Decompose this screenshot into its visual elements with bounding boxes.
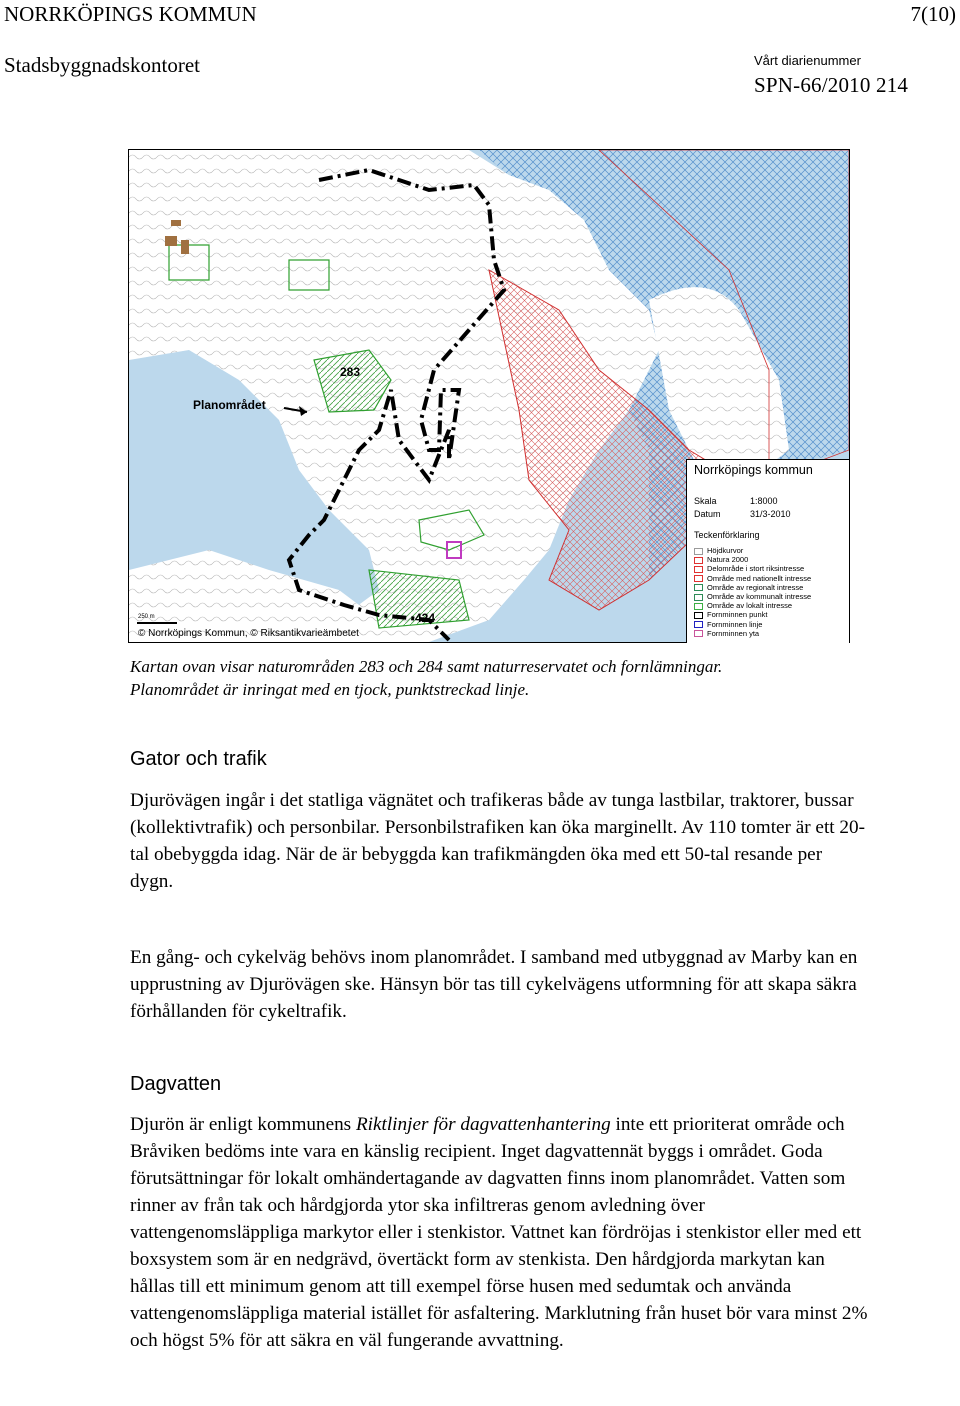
header-department: Stadsbyggnadskontoret	[4, 53, 200, 77]
caption-line-2: Planområdet är inringat med en tjock, punktstreckad linje.	[130, 680, 530, 699]
legend-item-label: Område med nationellt intresse	[707, 573, 812, 583]
legend-item-label: Område av regionalt intresse	[707, 582, 804, 592]
legend-item	[694, 629, 759, 639]
legend-item-label: Natura 2000	[707, 555, 749, 565]
legend-swatch	[694, 566, 703, 573]
caption-line-1: Kartan ovan visar naturområden 283 och 284 samt naturreservatet och fornlämningar.	[130, 657, 723, 676]
map-label-283: 283	[340, 365, 361, 379]
legend-item-label: Fornminnen punkt	[707, 610, 768, 620]
stormwater-paragraph	[130, 1111, 870, 1354]
stormwater-text-start: Djurön är enligt kommunens	[130, 1114, 356, 1135]
legend-title: Norrköpings kommun	[694, 463, 813, 477]
legend-item-label: Område av lokalt intresse	[707, 601, 793, 611]
legend-item-label: Höjdkurvor	[707, 546, 744, 555]
traffic-paragraph-2: En gång- och cykelväg behövs inom planområdet. I samband med utbyggnad av Marby kan en upprustning av Djurövägen ske. Hänsyn bör tas till cykelvägens utformning för att skapa säkra förhållanden för cykeltrafik.	[130, 947, 858, 1022]
legend-swatch	[694, 630, 703, 637]
legend-date-value: 31/3-2010	[750, 509, 791, 519]
header-org: NORRKÖPINGS KOMMUN	[4, 2, 257, 26]
map-caption	[130, 655, 870, 701]
reference-label: Vårt diarienummer	[754, 53, 861, 68]
legend-item-label: Område av kommunalt intresse	[707, 592, 812, 601]
legend-item-label: Fornminnen linje	[707, 619, 763, 629]
traffic-paragraph-1: Djurövägen ingår i det statliga vägnätet och trafikeras både av tunga lastbilar, traktorer, bussar (kollektivtrafik) och personbilar. Personbilstrafiken kan öka marginellt. Av 110 tomter är ett 20-tal obebyggda idag. När de är bebyggda kan trafikmängden öka med ett 50-tal resande per dygn.	[130, 790, 865, 892]
section-heading-traffic: Gator och trafik	[130, 748, 267, 770]
legend-swatch	[694, 584, 703, 591]
legend-swatch	[694, 575, 703, 582]
legend-item-label: Delområde i stort riksintresse	[707, 564, 805, 574]
page-number: 7(10)	[910, 2, 956, 26]
map-legend	[686, 459, 849, 643]
legend-scale-value: 1:8000	[750, 496, 778, 506]
legend-swatch	[694, 621, 703, 628]
legend-heading: Teckenförklaring	[694, 530, 760, 540]
map-copyright: © Norrköpings Kommun, © Riksantikvarieämbetet	[138, 628, 359, 639]
legend-item-label: Fornminnen yta	[707, 628, 760, 638]
stormwater-text-rest: inte ett prioriterat område och Bråviken bedöms inte vara en känslig recipient. Inget dagvattennät byggs i området. Goda förutsättningar för lokalt omhändertagande av dagvatten finns inom planområdet. Vatten som rinner av från tak och hårdgjorda ytor ska infiltreras genom avledning över vattengenomsläppliga markytor eller i stenkistor. Vattnet kan fördröjas i stenkistor eller med ett boxsystem som är en nedgrävd, övertäckt form av stenkista. Den hårdgjorda markytan kan hållas till ett minimum genom att till exempel förse husen med sedumtak och använda vattengenomsläppliga material istället för asfaltering. Marklutning från huset bör vara minst 2% och högst 5% för att säkra en väl fungerande avvattning.	[130, 1114, 868, 1351]
legend-swatch	[694, 548, 703, 555]
legend-scale-label: Skala	[694, 496, 717, 506]
legend-swatch	[694, 603, 703, 610]
reference-number: SPN-66/2010 214	[754, 73, 909, 97]
legend-date-label: Datum	[694, 509, 721, 519]
legend-swatch	[694, 594, 703, 601]
map-label-424: 424	[415, 611, 436, 625]
map-scalebar-label: 250 m	[138, 614, 155, 620]
map-label-plan-area: Planområdet	[193, 398, 266, 412]
stormwater-guideline-title: Riktlinjer för dagvattenhantering	[355, 1114, 611, 1135]
section-heading-stormwater: Dagvatten	[130, 1073, 222, 1095]
legend-swatch	[694, 612, 703, 619]
legend-swatch	[694, 557, 703, 564]
